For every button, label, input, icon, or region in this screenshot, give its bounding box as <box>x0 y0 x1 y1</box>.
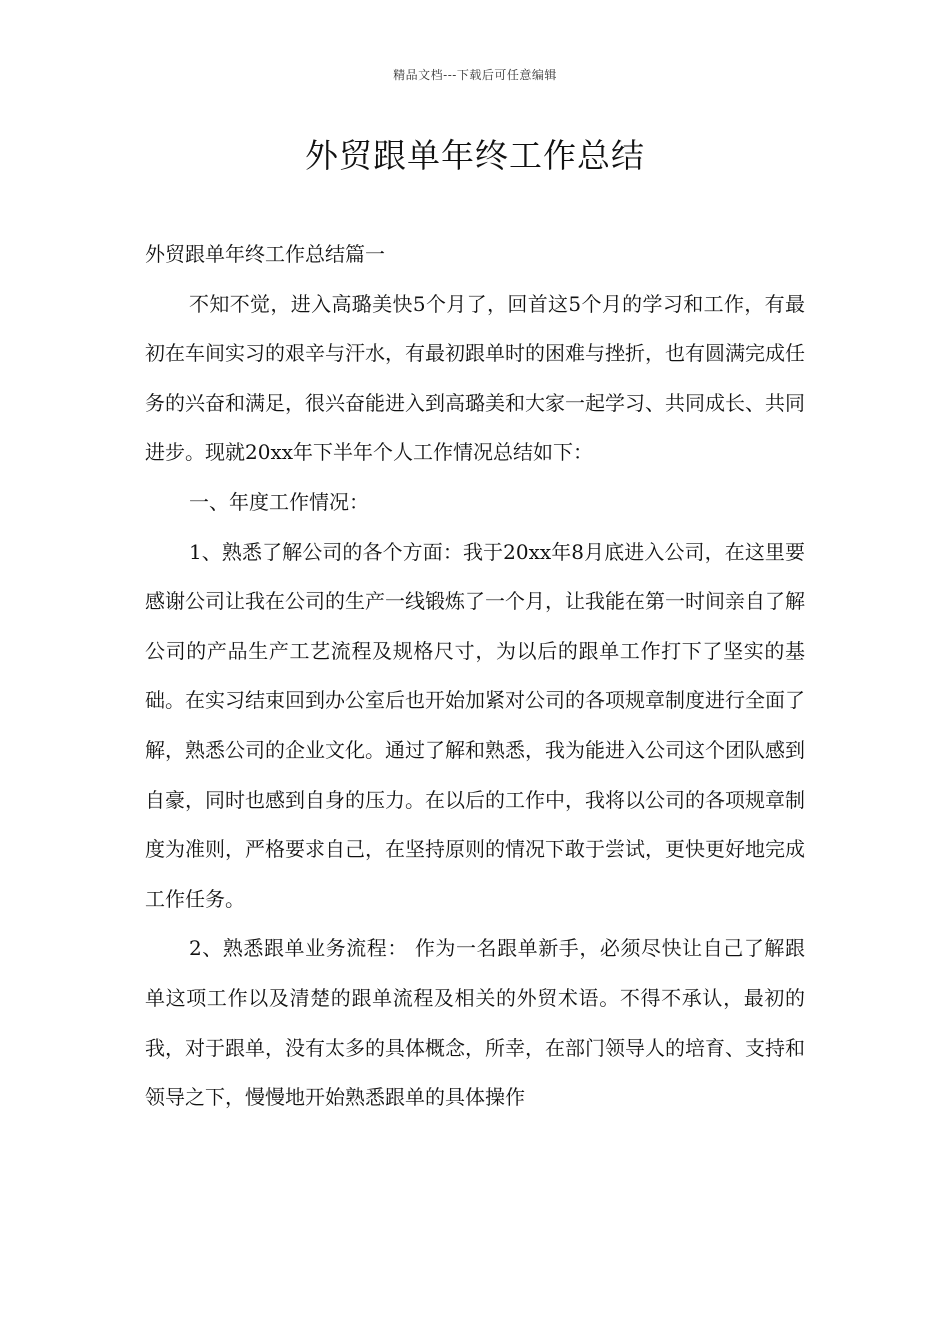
paragraph-intro: 不知不觉，进入高璐美快5个月了，回首这5个月的学习和工作，有最初在车间实习的艰辛与汗水，有最初跟单时的困难与挫折，也有圆满完成任务的兴奋和满足，很兴奋能进入到高璐美和大家一起学习、共同成长、共同进步。现就20xx年下半年个人工作情况总结如下： <box>145 291 805 465</box>
paragraph-annual-work-heading: 一、年度工作情况： <box>189 489 369 514</box>
document-body <box>145 230 805 1123</box>
paragraph-point-1: 1、熟悉了解公司的各个方面：我于20xx年8月底进入公司，在这里要感谢公司让我在公司的生产一线锻炼了一个月，让我能在第一时间亲自了解公司的产品生产工艺流程及规格尺寸，为以后的跟单工作打下了坚实的基础。在实习结束回到办公室后也开始加紧对公司的各项规章制度进行全面了解，熟悉公司的企业文化。通过了解和熟悉，我为能进入公司这个团队感到自豪，同时也感到自身的压力。在以后的工作中，我将以公司的各项规章制度为准则，严格要求自己，在坚持原则的情况下敢于尝试，更快更好地完成工作任务。 <box>145 539 805 911</box>
document-title: 外贸跟单年终工作总结 <box>305 136 645 175</box>
paragraph-point-2: 2、熟悉跟单业务流程： 作为一名跟单新手，必须尽快让自己了解跟单这项工作以及清楚的跟单流程及相关的外贸术语。不得不承认，最初的我，对于跟单，没有太多的具体概念，所幸，在部门领导人的培育、支持和领导之下，慢慢地开始熟悉跟单的具体操作 <box>145 936 805 1110</box>
page-header: 精品文档---下载后可任意编辑 <box>393 68 557 82</box>
section-heading: 外贸跟单年终工作总结篇一 <box>145 242 385 266</box>
